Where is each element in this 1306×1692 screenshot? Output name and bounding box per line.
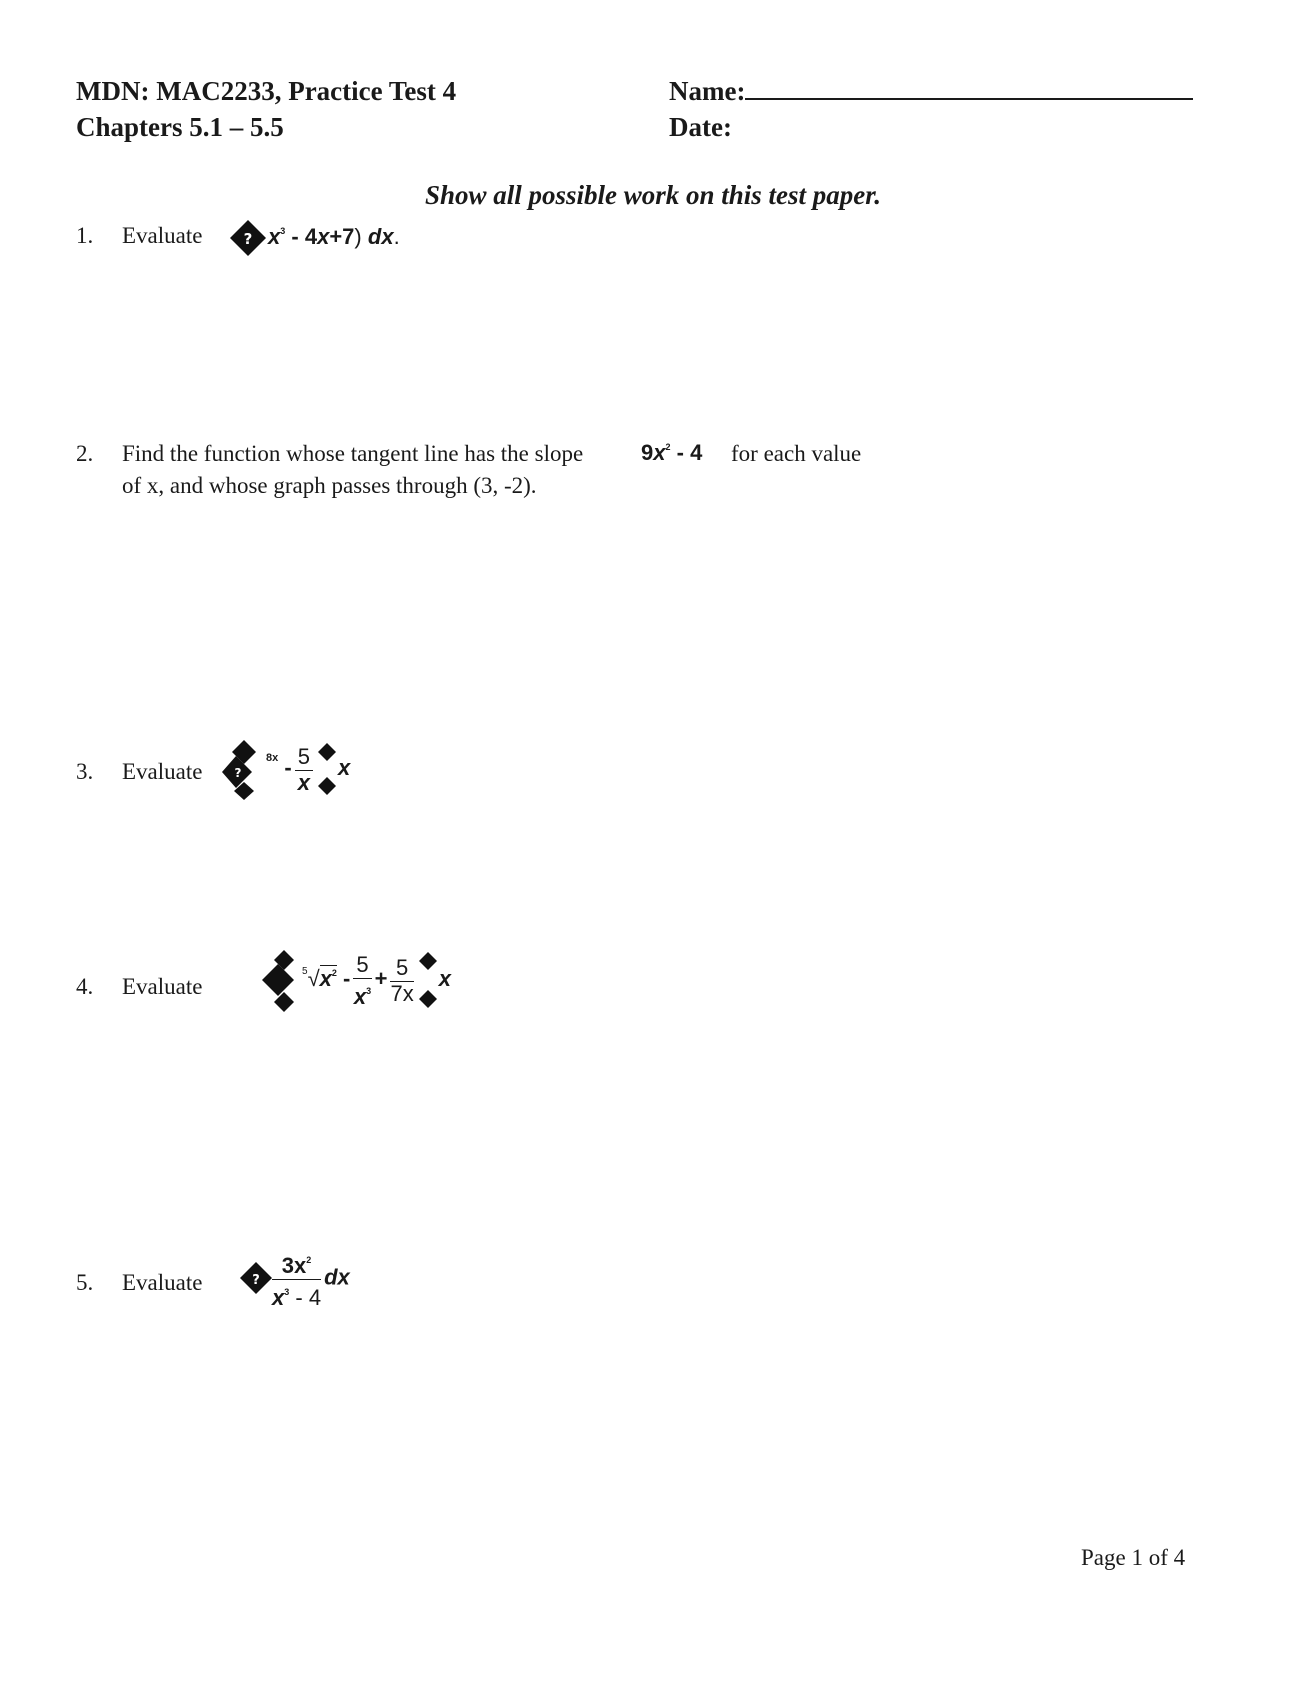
question-3-expression: ? $^{8x}$ - $\frac{5}{x}$ x: [222, 738, 350, 800]
course-title: MDN: MAC2233, Practice Test 4: [76, 76, 457, 106]
name-blank-line: [745, 76, 1193, 100]
question-1-text: Evaluate: [122, 223, 203, 248]
question-2-slope-expression: $9x^2 - 4$: [641, 440, 703, 465]
svg-text:?: ?: [243, 230, 253, 248]
svg-text:?: ?: [234, 766, 242, 780]
question-4-number: 4.: [76, 974, 94, 999]
question-2-number: 2.: [76, 441, 94, 466]
bracket-placeholder-icon: [417, 950, 439, 1010]
date-label: Date:: [669, 112, 732, 142]
page-number: Page 1 of 4: [1081, 1545, 1186, 1570]
name-field: [669, 76, 1193, 107]
question-3-text: Evaluate: [122, 759, 203, 784]
integral-placeholder-icon: [262, 948, 302, 1012]
name-label: Name:: [669, 76, 746, 106]
question-5-expression: ? $\frac{3x^2}{x^3 - 4}$ dx: [240, 1247, 350, 1310]
integral-placeholder-icon: [240, 1256, 272, 1302]
svg-text:?: ?: [252, 1272, 260, 1288]
bracket-placeholder-icon: [316, 741, 338, 797]
question-5-text: Evaluate: [122, 1270, 203, 1295]
question-2-line-1-end: for each value: [731, 441, 862, 466]
question-2-line-2: of x, and whose graph passes through (3, -2).: [122, 473, 537, 498]
question-4-text: Evaluate: [122, 974, 203, 999]
chapters-label: Chapters 5.1 – 5.5: [76, 112, 284, 142]
question-5-number: 5.: [76, 1270, 94, 1295]
integral-placeholder-icon: [222, 738, 266, 800]
question-1-expression: ? $x^3 - 4x+7$) dx.: [228, 218, 400, 258]
question-2-line-1: Find the function whose tangent line has the slope: [122, 441, 584, 466]
question-4-expression: $^5√x^2$ - $\frac{5}{x^3}$ + $\frac{5}{7x}$ x: [262, 948, 451, 1012]
question-1-number: 1.: [76, 223, 94, 248]
instructions: Show all possible work on this test paper.: [424, 180, 882, 210]
integral-placeholder-icon: [228, 218, 268, 258]
question-3-number: 3.: [76, 759, 94, 784]
